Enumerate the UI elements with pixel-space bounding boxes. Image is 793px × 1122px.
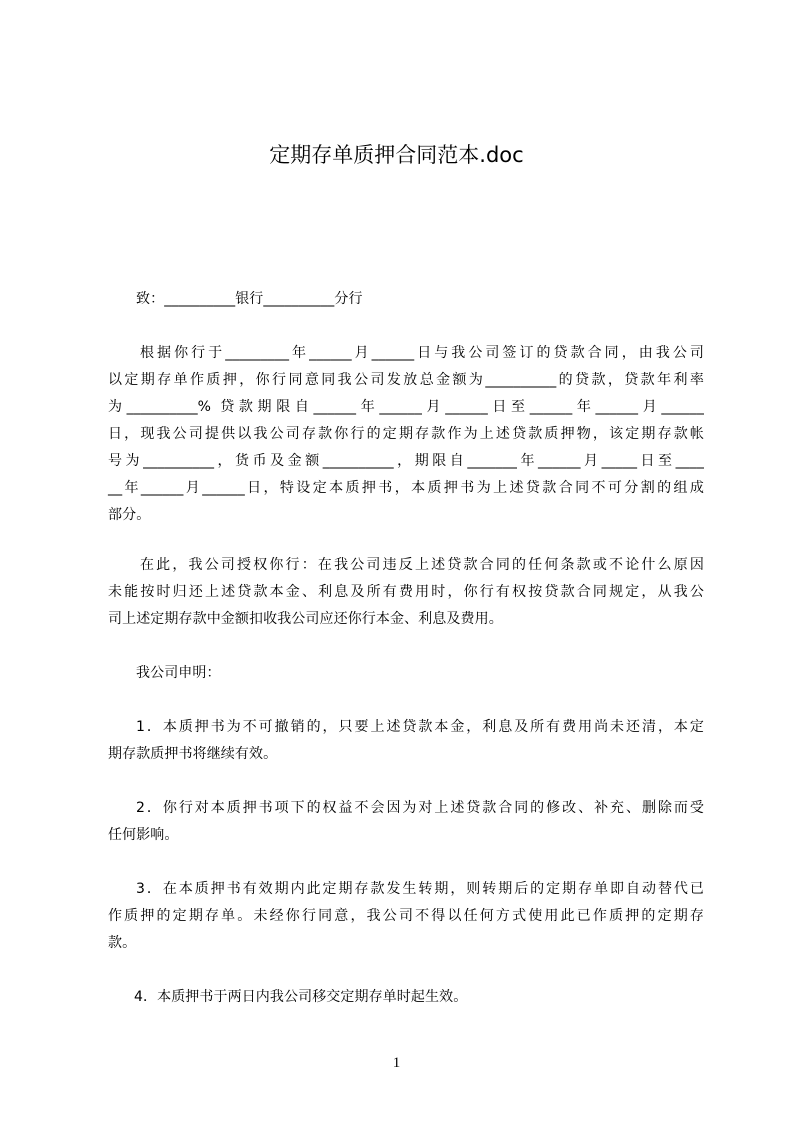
item-1 <box>108 714 704 768</box>
item-2-line-2: 任何影响。 <box>108 827 179 843</box>
item-1-line-2: 期存款质押书将继续有效。 <box>108 746 278 762</box>
addressee-block <box>108 286 704 313</box>
paragraph-1-line-7: 部分。 <box>108 507 151 523</box>
paragraph-1-line-5: 号为__________，货币及金额__________，期限自_______年______月_____日至____ <box>108 453 704 469</box>
item-4 <box>108 984 704 1011</box>
paragraph-2-line-2: 未能按时归还上述贷款本金、利息及所有费用时，你行有权按贷款合同规定，从我公 <box>108 584 704 600</box>
item-4-line-1: 4．本质押书于两日内我公司移交定期存单时起生效。 <box>134 989 468 1005</box>
page-number: 1 <box>392 1055 401 1071</box>
declaration-heading: 我公司申明： <box>136 665 221 681</box>
item-3-line-3: 款。 <box>108 935 137 951</box>
item-2 <box>108 795 704 849</box>
paragraph-1-line-3: 为__________% 贷款期限自______年______月______日至______年______月______ <box>108 399 704 415</box>
paragraph-2 <box>108 552 704 633</box>
paragraph-1-line-6: __年______月______日，特设定本质押书，本质押书为上述贷款合同不可分割的组成 <box>108 480 704 496</box>
item-1-line-1: 1．本质押书为不可撤销的，只要上述贷款本金，利息及所有费用尚未还清，本定 <box>136 719 704 735</box>
paragraph-1-line-2: 以定期存单作质押，你行同意同我公司发放总金额为__________的贷款，贷款年利率 <box>108 372 704 388</box>
paragraph-2-line-3: 司上述定期存款中金额扣收我公司应还你行本金、利息及费用。 <box>108 611 503 627</box>
item-2-line-1: 2．你行对本质押书项下的权益不会因为对上述贷款合同的修改、补充、删除而受 <box>136 800 704 816</box>
item-3-line-2: 作质押的定期存单。未经你行同意，我公司不得以任何方式使用此已作质押的定期存 <box>108 908 704 924</box>
paragraph-1-line-4: 日，现我公司提供以我公司存款你行的定期存款作为上述贷款质押物，该定期存款帐 <box>108 426 704 442</box>
item-3-line-1: 3．在本质押书有效期内此定期存款发生转期，则转期后的定期存单即自动替代已 <box>136 881 704 897</box>
document-title: 定期存单质押合同范本.doc <box>269 143 524 167</box>
paragraph-1 <box>108 340 704 529</box>
paragraph-1-line-1: 根据你行于_________年______月______日与我公司签订的贷款合同，由我公司 <box>140 345 704 361</box>
addressee-line: 致：__________银行__________分行 <box>136 291 363 307</box>
paragraph-2-line-1: 在此，我公司授权你行：在我公司违反上述贷款合同的任何条款或不论什么原因 <box>140 557 704 573</box>
item-3 <box>108 876 704 957</box>
declaration-block <box>108 660 704 687</box>
